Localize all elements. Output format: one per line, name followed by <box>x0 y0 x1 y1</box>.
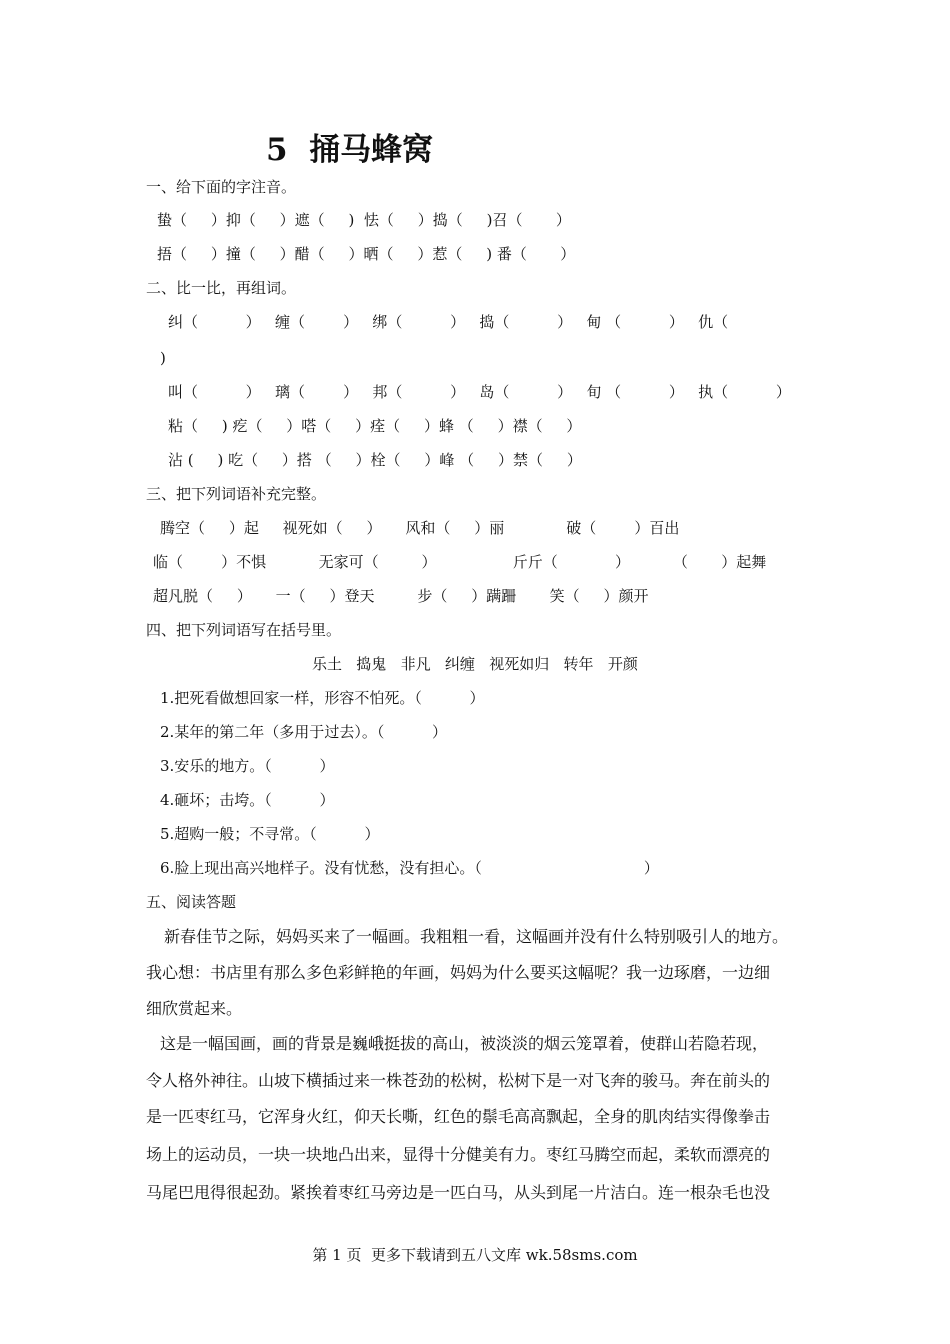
passage-line: 新春佳节之际，妈妈买来了一幅画。我粗粗一看，这幅画并没有什么特别吸引人的地方。 <box>164 927 789 946</box>
passage-line: 是一匹枣红马，它浑身火红，仰天长嘶，红色的鬃毛高高飘起，全身的肌肉结实得像拳击 <box>146 1107 771 1126</box>
section-4-heading: 四、把下列词语写在括号里。 <box>146 621 342 639</box>
section-2-heading: 二、比一比，再组词。 <box>146 279 297 297</box>
section-4-question-3: 3.安乐的地方。（ ） <box>160 757 335 775</box>
section-2-row-1-wrap: ) <box>160 349 166 367</box>
section-2-row-3: 粘（ ) 疙（ ）嗒（ ）痊（ ）蜂 （ ）襟（ ） <box>168 417 582 435</box>
passage-line: 场上的运动员，一块一块地凸出来，显得十分健美有力。枣红马腾空而起，柔软而漂亮的 <box>146 1145 771 1164</box>
section-4-question-1: 1.把死看做想回家一样，形容不怕死。（ ） <box>160 689 485 707</box>
section-2-row-2: 叫（ ） 璃（ ） 邦（ ） 岛（ ） 旬 （ ） 执（ ） <box>168 383 791 401</box>
section-4-question-2: 2.某年的第二年（多用于过去）。（ ） <box>160 723 447 741</box>
section-4-word-bank: 乐土 捣鬼 非凡 纠缠 视死如归 转年 开颜 <box>312 655 638 673</box>
passage-line: 令人格外神往。山坡下横插过来一株苍劲的松树，松树下是一对飞奔的骏马。奔在前头的 <box>146 1071 771 1090</box>
passage-line: 细欣赏起来。 <box>146 999 243 1018</box>
section-4-question-5: 5.超购一般；不寻常。（ ） <box>160 825 380 843</box>
section-1-row-2: 捂（ ）撞（ ）醋（ ）晒（ ）惹（ ) 番（ ） <box>157 245 576 263</box>
section-1-heading: 一、给下面的字注音。 <box>146 178 297 196</box>
section-4-question-4: 4.砸坏；击垮。（ ） <box>160 791 335 809</box>
section-4-question-6: 6.脸上现出高兴地样子。没有忧愁，没有担心。（ ） <box>160 859 659 877</box>
section-5-heading: 五、阅读答题 <box>146 893 237 911</box>
passage-line: 这是一幅国画，画的背景是巍峨挺拔的高山，被淡淡的烟云笼罩着，使群山若隐若现， <box>160 1034 769 1053</box>
section-2-row-4: 沾 ( ) 吃（ ）搭 （ ）栓（ ）峰 （ ）禁（ ） <box>168 451 582 469</box>
passage-line: 我心想：书店里有那么多色彩鲜艳的年画，妈妈为什么要买这幅呢？我一边琢磨，一边细 <box>146 963 771 982</box>
section-3-row-3: 超凡脱（ ） 一（ ）登天 步（ ）蹒跚 笑（ ）颜开 <box>153 587 649 605</box>
page-footer: 第 1 页 更多下载请到五八文库 wk.58sms.com <box>312 1246 638 1264</box>
section-1-row-1: 蛰（ ）抑（ ）遮（ ) 怯（ ）捣（ )召（ ） <box>157 211 571 229</box>
passage-line: 马尾巴甩得很起劲。紧挨着枣红马旁边是一匹白马，从头到尾一片洁白。连一根杂毛也没 <box>146 1183 771 1202</box>
section-3-row-2: 临（ ）不惧 无家可（ ） 斤斤（ ） （ ）起舞 <box>153 553 767 571</box>
section-3-heading: 三、把下列词语补充完整。 <box>146 485 327 503</box>
page-title: 5 捅马蜂窝 <box>266 132 434 168</box>
section-3-row-1: 腾空（ ）起 视死如（ ） 风和（ ）丽 破（ ）百出 <box>160 519 680 537</box>
section-2-row-1: 纠（ ） 缠（ ） 绑（ ） 捣（ ） 甸 （ ） 仇（ <box>168 313 729 331</box>
